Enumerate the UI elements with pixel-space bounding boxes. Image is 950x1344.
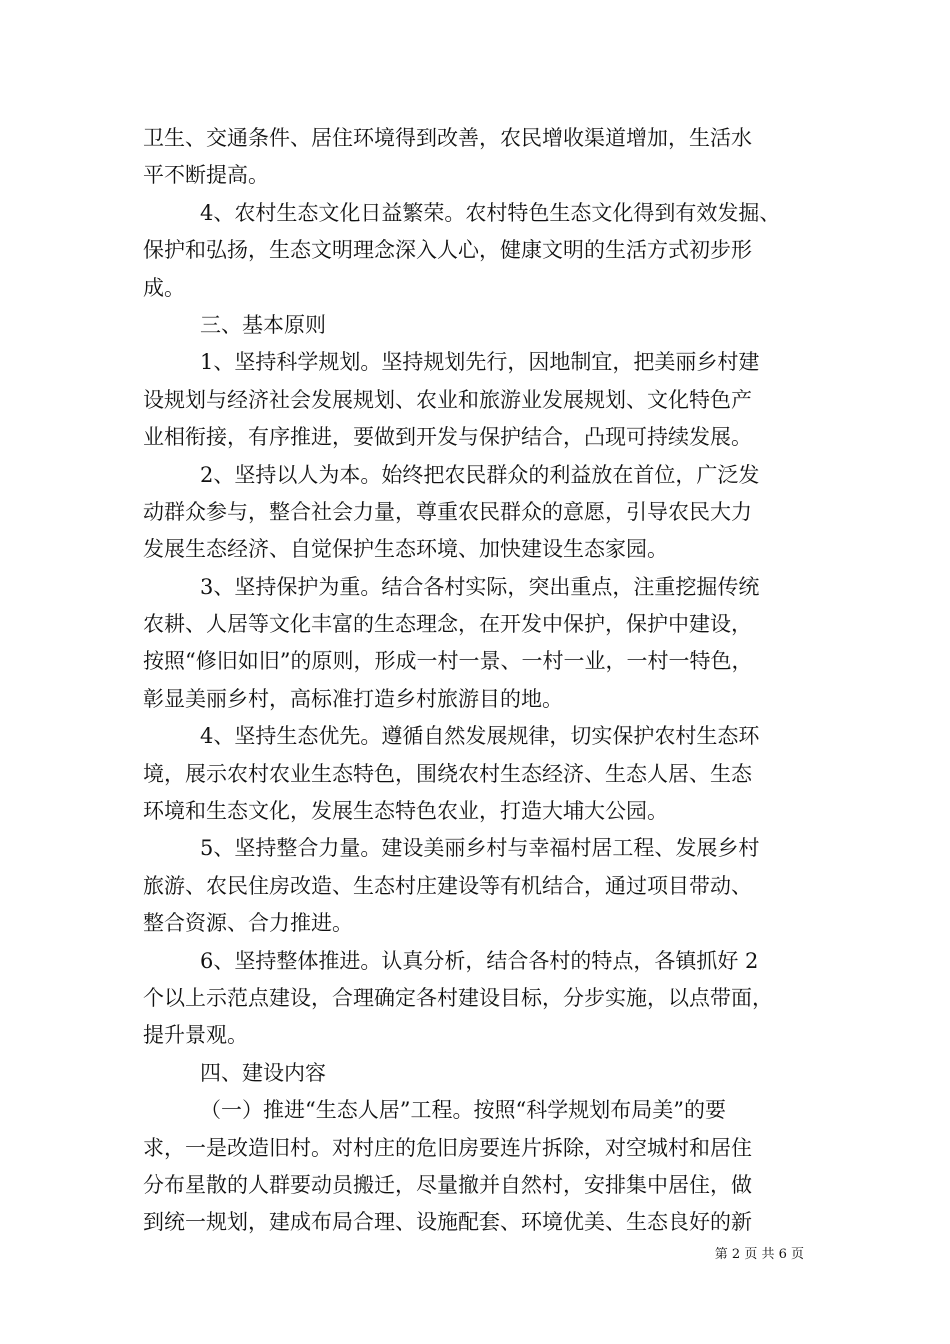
- text-line-25: 提升景观。: [143, 1023, 248, 1048]
- text-line-27: （一）推进“生态人居”工程。按照“科学规划布局美”的要: [200, 1098, 726, 1123]
- text-line-28: 求，一是改造旧村。对村庄的危旧房要连片拆除，对空城村和居住: [143, 1135, 752, 1160]
- text-line-14: 农耕、人居等文化丰富的生态理念，在开发中保护，保护中建设，: [143, 612, 752, 637]
- text-line-7: 1、坚持科学规划。坚持规划先行，因地制宜，把美丽乡村建: [200, 350, 760, 375]
- text-line-1: 卫生、交通条件、居住环境得到改善，农民增收渠道增加，生活水: [143, 126, 752, 150]
- document-body: [143, 120, 811, 1242]
- text-line-8: 设规划与经济社会发展规划、农业和旅游业发展规划、文化特色产: [143, 387, 752, 412]
- text-line-3: 4、农村生态文化日益繁荣。农村特色生态文化得到有效发掘、: [200, 200, 781, 225]
- text-line-15: 按照“修旧如旧”的原则，形成一村一景、一村一业，一村一特色，: [143, 649, 753, 674]
- section-heading-contents: 四、建设内容: [200, 1060, 326, 1085]
- text-line-24: 个以上示范点建设，合理确定各村建设目标，分步实施，以点带面，: [143, 985, 773, 1010]
- text-line-19: 环境和生态文化，发展生态特色农业，打造大埔大公园。: [143, 799, 668, 824]
- section-heading-principles: 三、基本原则: [200, 312, 326, 337]
- text-line-9: 业相衔接，有序推进，要做到开发与保护结合，凸现可持续发展。: [143, 425, 752, 450]
- text-line-12: 发展生态经济、自觉保护生态环境、加快建设生态家园。: [143, 537, 668, 562]
- text-line-21: 旅游、农民住房改造、生态村庄建设等有机结合，通过项目带动、: [143, 873, 752, 898]
- text-line-22: 整合资源、合力推进。: [143, 911, 353, 936]
- text-line-17: 4、坚持生态优先。遵循自然发展规律，切实保护农村生态环: [200, 724, 760, 749]
- text-line-29: 分布星散的人群要动员搬迁，尽量撤并自然村，安排集中居住，做: [143, 1172, 752, 1197]
- text-line-10: 2、坚持以人为本。始终把农民群众的利益放在首位，广泛发: [200, 462, 760, 487]
- page-number-footer: 第 2 页 共 6 页: [714, 1247, 804, 1262]
- text-line-5: 成。: [143, 275, 185, 300]
- text-line-13: 3、坚持保护为重。结合各村实际，突出重点，注重挖掘传统: [200, 574, 760, 599]
- text-line-11: 动群众参与，整合社会力量，尊重农民群众的意愿，引导农民大力: [143, 499, 752, 524]
- text-line-2: 平不断提高。: [143, 163, 269, 188]
- text-line-18: 境，展示农村农业生态特色，围绕农村生态经济、生态人居、生态: [143, 761, 752, 786]
- text-line-23: 6、坚持整体推进。认真分析，结合各村的特点，各镇抓好 2: [200, 948, 759, 973]
- text-line-4: 保护和弘扬，生态文明理念深入人心，健康文明的生活方式初步形: [143, 238, 752, 263]
- text-line-20: 5、坚持整合力量。建设美丽乡村与幸福村居工程、发展乡村: [200, 836, 760, 861]
- text-line-16: 彰显美丽乡村，高标准打造乡村旅游目的地。: [143, 686, 563, 711]
- text-line-30: 到统一规划，建成布局合理、设施配套、环境优美、生态良好的新: [143, 1210, 752, 1235]
